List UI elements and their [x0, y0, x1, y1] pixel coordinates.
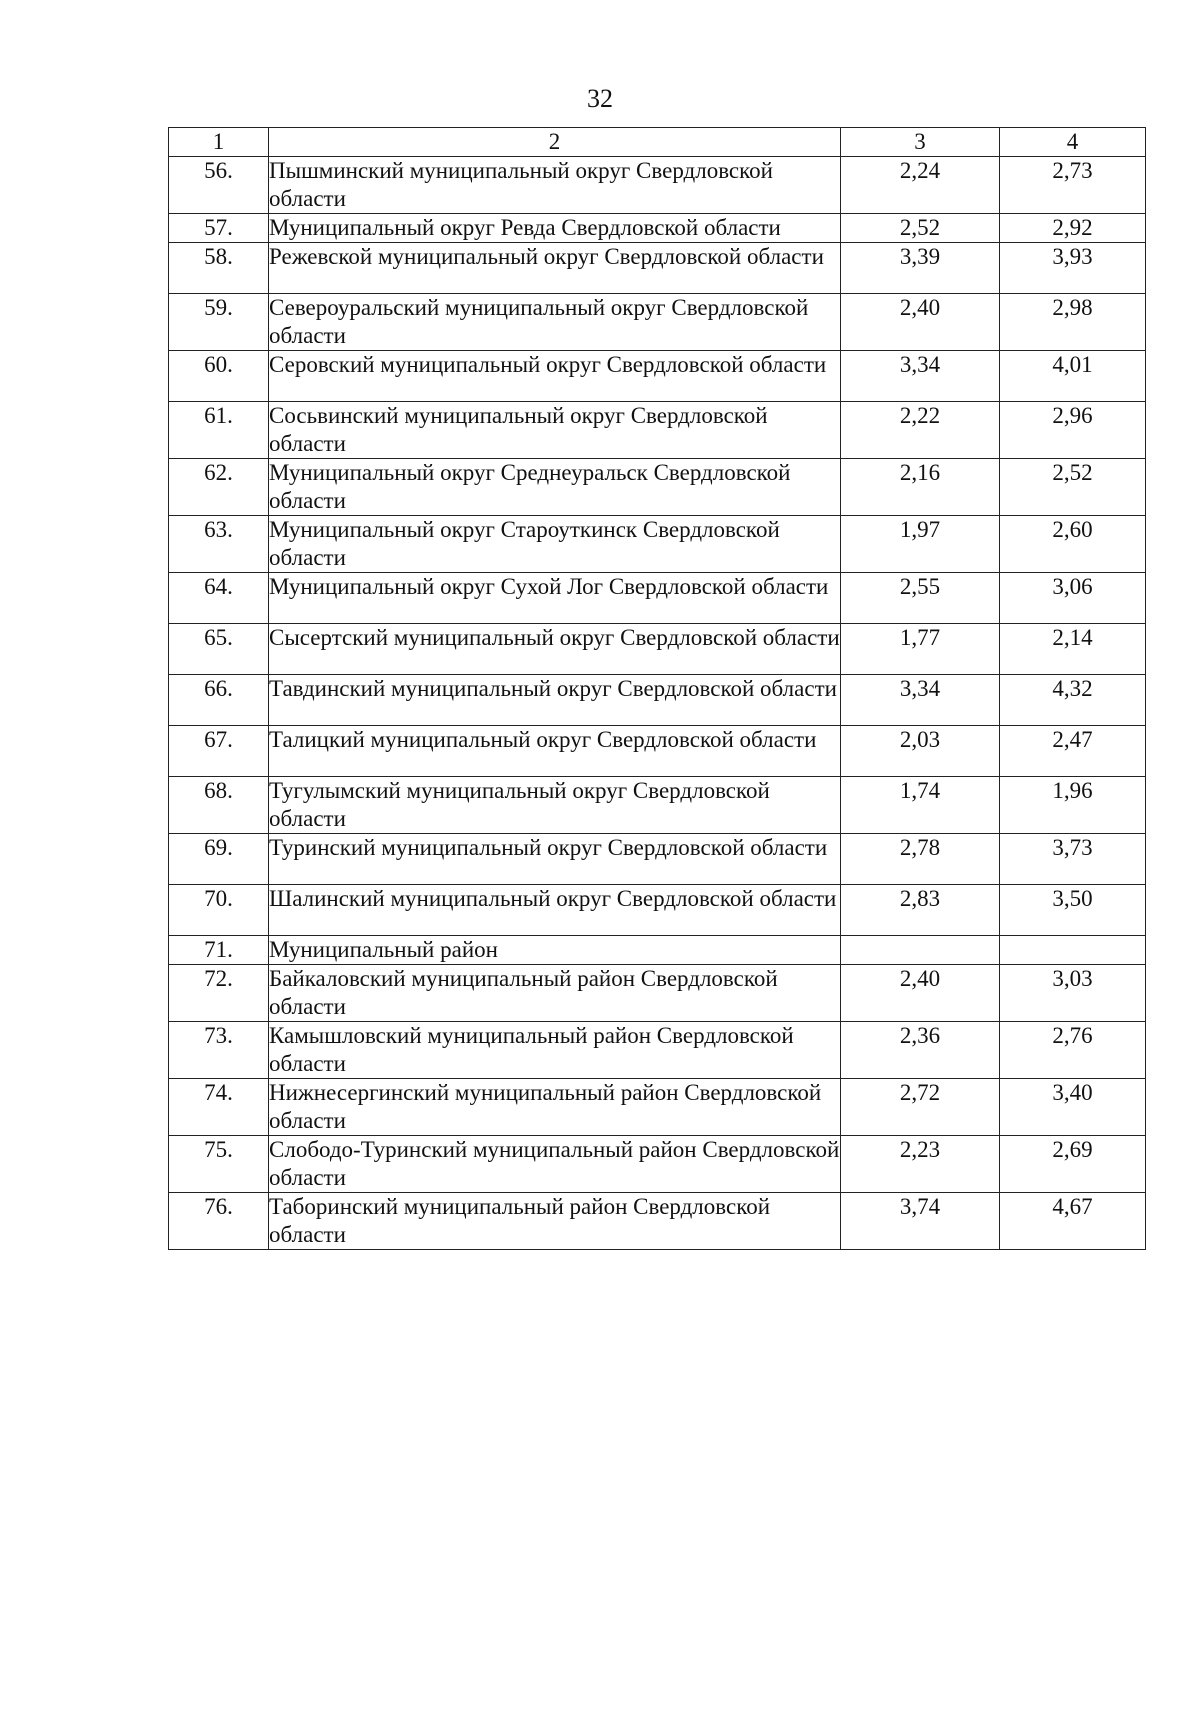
row-number: 57.: [169, 214, 269, 243]
table-row: [169, 624, 1146, 675]
column-header-4: 4: [1000, 128, 1146, 157]
value-column-3: 2,78: [841, 834, 1000, 885]
value-column-4: 2,76: [1000, 1022, 1146, 1079]
table-row: [169, 402, 1146, 459]
value-column-3: 1,74: [841, 777, 1000, 834]
row-number: 76.: [169, 1193, 269, 1250]
value-column-4: 2,92: [1000, 214, 1146, 243]
table-row: [169, 351, 1146, 402]
value-column-4: 2,47: [1000, 726, 1146, 777]
municipality-name: Слободо-Туринский муниципальный район Свердловской области: [269, 1136, 841, 1193]
row-number: 63.: [169, 516, 269, 573]
value-column-4: 3,40: [1000, 1079, 1146, 1136]
value-column-3: 2,23: [841, 1136, 1000, 1193]
value-column-3: 2,40: [841, 294, 1000, 351]
municipality-name: Тугулымский муниципальный округ Свердловской области: [269, 777, 841, 834]
value-column-4: 3,93: [1000, 243, 1146, 294]
value-column-3: 3,74: [841, 1193, 1000, 1250]
value-column-3: 2,40: [841, 965, 1000, 1022]
row-number: 75.: [169, 1136, 269, 1193]
page-number: 32: [587, 84, 613, 113]
column-header-1: 1: [169, 128, 269, 157]
value-column-3: 2,55: [841, 573, 1000, 624]
header-row: [169, 128, 1146, 157]
table-row: [169, 936, 1146, 965]
value-column-4: 4,01: [1000, 351, 1146, 402]
value-column-4: 2,96: [1000, 402, 1146, 459]
table-row: [169, 573, 1146, 624]
row-number: 67.: [169, 726, 269, 777]
municipality-name: Камышловский муниципальный район Свердловской области: [269, 1022, 841, 1079]
municipality-name: Туринский муниципальный округ Свердловской области: [269, 834, 841, 885]
value-column-4: 3,73: [1000, 834, 1146, 885]
value-column-3: 1,97: [841, 516, 1000, 573]
value-column-4: 2,60: [1000, 516, 1146, 573]
row-number: 71.: [169, 936, 269, 965]
value-column-3: 2,16: [841, 459, 1000, 516]
value-column-4: 3,03: [1000, 965, 1146, 1022]
table-row: [169, 243, 1146, 294]
table-row: [169, 294, 1146, 351]
row-number: 61.: [169, 402, 269, 459]
table-row: [169, 965, 1146, 1022]
row-number: 68.: [169, 777, 269, 834]
municipality-name: Североуральский муниципальный округ Свердловской области: [269, 294, 841, 351]
value-column-4: 2,98: [1000, 294, 1146, 351]
value-column-4: [1000, 936, 1146, 965]
row-number: 72.: [169, 965, 269, 1022]
value-column-3: 3,34: [841, 675, 1000, 726]
municipality-name: Талицкий муниципальный округ Свердловской области: [269, 726, 841, 777]
table-body: [169, 128, 1146, 1250]
table-row: [169, 1193, 1146, 1250]
row-number: 69.: [169, 834, 269, 885]
municipality-name: Сосьвинский муниципальный округ Свердловской области: [269, 402, 841, 459]
value-column-4: 1,96: [1000, 777, 1146, 834]
municipality-name: Таборинский муниципальный район Свердловской области: [269, 1193, 841, 1250]
row-number: 74.: [169, 1079, 269, 1136]
value-column-4: 2,69: [1000, 1136, 1146, 1193]
row-number: 70.: [169, 885, 269, 936]
table-row: [169, 726, 1146, 777]
table-row: [169, 1022, 1146, 1079]
municipality-name: Муниципальный округ Ревда Свердловской области: [269, 214, 841, 243]
municipality-name: Муниципальный округ Среднеуральск Свердловской области: [269, 459, 841, 516]
municipality-name: Пышминский муниципальный округ Свердловской области: [269, 157, 841, 214]
table-row: [169, 214, 1146, 243]
data-table: [168, 127, 1146, 1250]
value-column-4: 2,14: [1000, 624, 1146, 675]
value-column-3: [841, 936, 1000, 965]
value-column-3: 2,52: [841, 214, 1000, 243]
value-column-4: 3,06: [1000, 573, 1146, 624]
value-column-4: 3,50: [1000, 885, 1146, 936]
value-column-3: 2,36: [841, 1022, 1000, 1079]
value-column-4: 4,67: [1000, 1193, 1146, 1250]
table-row: [169, 834, 1146, 885]
table-row: [169, 1079, 1146, 1136]
row-number: 56.: [169, 157, 269, 214]
row-number: 64.: [169, 573, 269, 624]
row-number: 65.: [169, 624, 269, 675]
municipality-name: Нижнесергинский муниципальный район Свердловской области: [269, 1079, 841, 1136]
value-column-4: 2,73: [1000, 157, 1146, 214]
municipality-name: Режевской муниципальный округ Свердловской области: [269, 243, 841, 294]
table-row: [169, 777, 1146, 834]
table-row: [169, 1136, 1146, 1193]
table-row: [169, 459, 1146, 516]
value-column-3: 2,83: [841, 885, 1000, 936]
row-number: 66.: [169, 675, 269, 726]
municipality-name: Тавдинский муниципальный округ Свердловской области: [269, 675, 841, 726]
value-column-4: 4,32: [1000, 675, 1146, 726]
table-row: [169, 885, 1146, 936]
municipality-name: Сысертский муниципальный округ Свердловской области: [269, 624, 841, 675]
municipality-name: Байкаловский муниципальный район Свердловской области: [269, 965, 841, 1022]
column-header-3: 3: [841, 128, 1000, 157]
row-number: 60.: [169, 351, 269, 402]
value-column-4: 2,52: [1000, 459, 1146, 516]
table-row: [169, 157, 1146, 214]
municipality-name: Муниципальный округ Сухой Лог Свердловской области: [269, 573, 841, 624]
table-row: [169, 675, 1146, 726]
row-number: 59.: [169, 294, 269, 351]
municipality-name: Шалинский муниципальный округ Свердловской области: [269, 885, 841, 936]
value-column-3: 3,34: [841, 351, 1000, 402]
value-column-3: 2,22: [841, 402, 1000, 459]
municipality-name: Серовский муниципальный округ Свердловской области: [269, 351, 841, 402]
value-column-3: 2,72: [841, 1079, 1000, 1136]
value-column-3: 2,03: [841, 726, 1000, 777]
value-column-3: 2,24: [841, 157, 1000, 214]
row-number: 62.: [169, 459, 269, 516]
row-number: 58.: [169, 243, 269, 294]
municipality-name: Муниципальный округ Староуткинск Свердловской области: [269, 516, 841, 573]
table-row: [169, 516, 1146, 573]
value-column-3: 3,39: [841, 243, 1000, 294]
row-number: 73.: [169, 1022, 269, 1079]
value-column-3: 1,77: [841, 624, 1000, 675]
column-header-2: 2: [269, 128, 841, 157]
municipality-name: Муниципальный район: [269, 936, 841, 965]
